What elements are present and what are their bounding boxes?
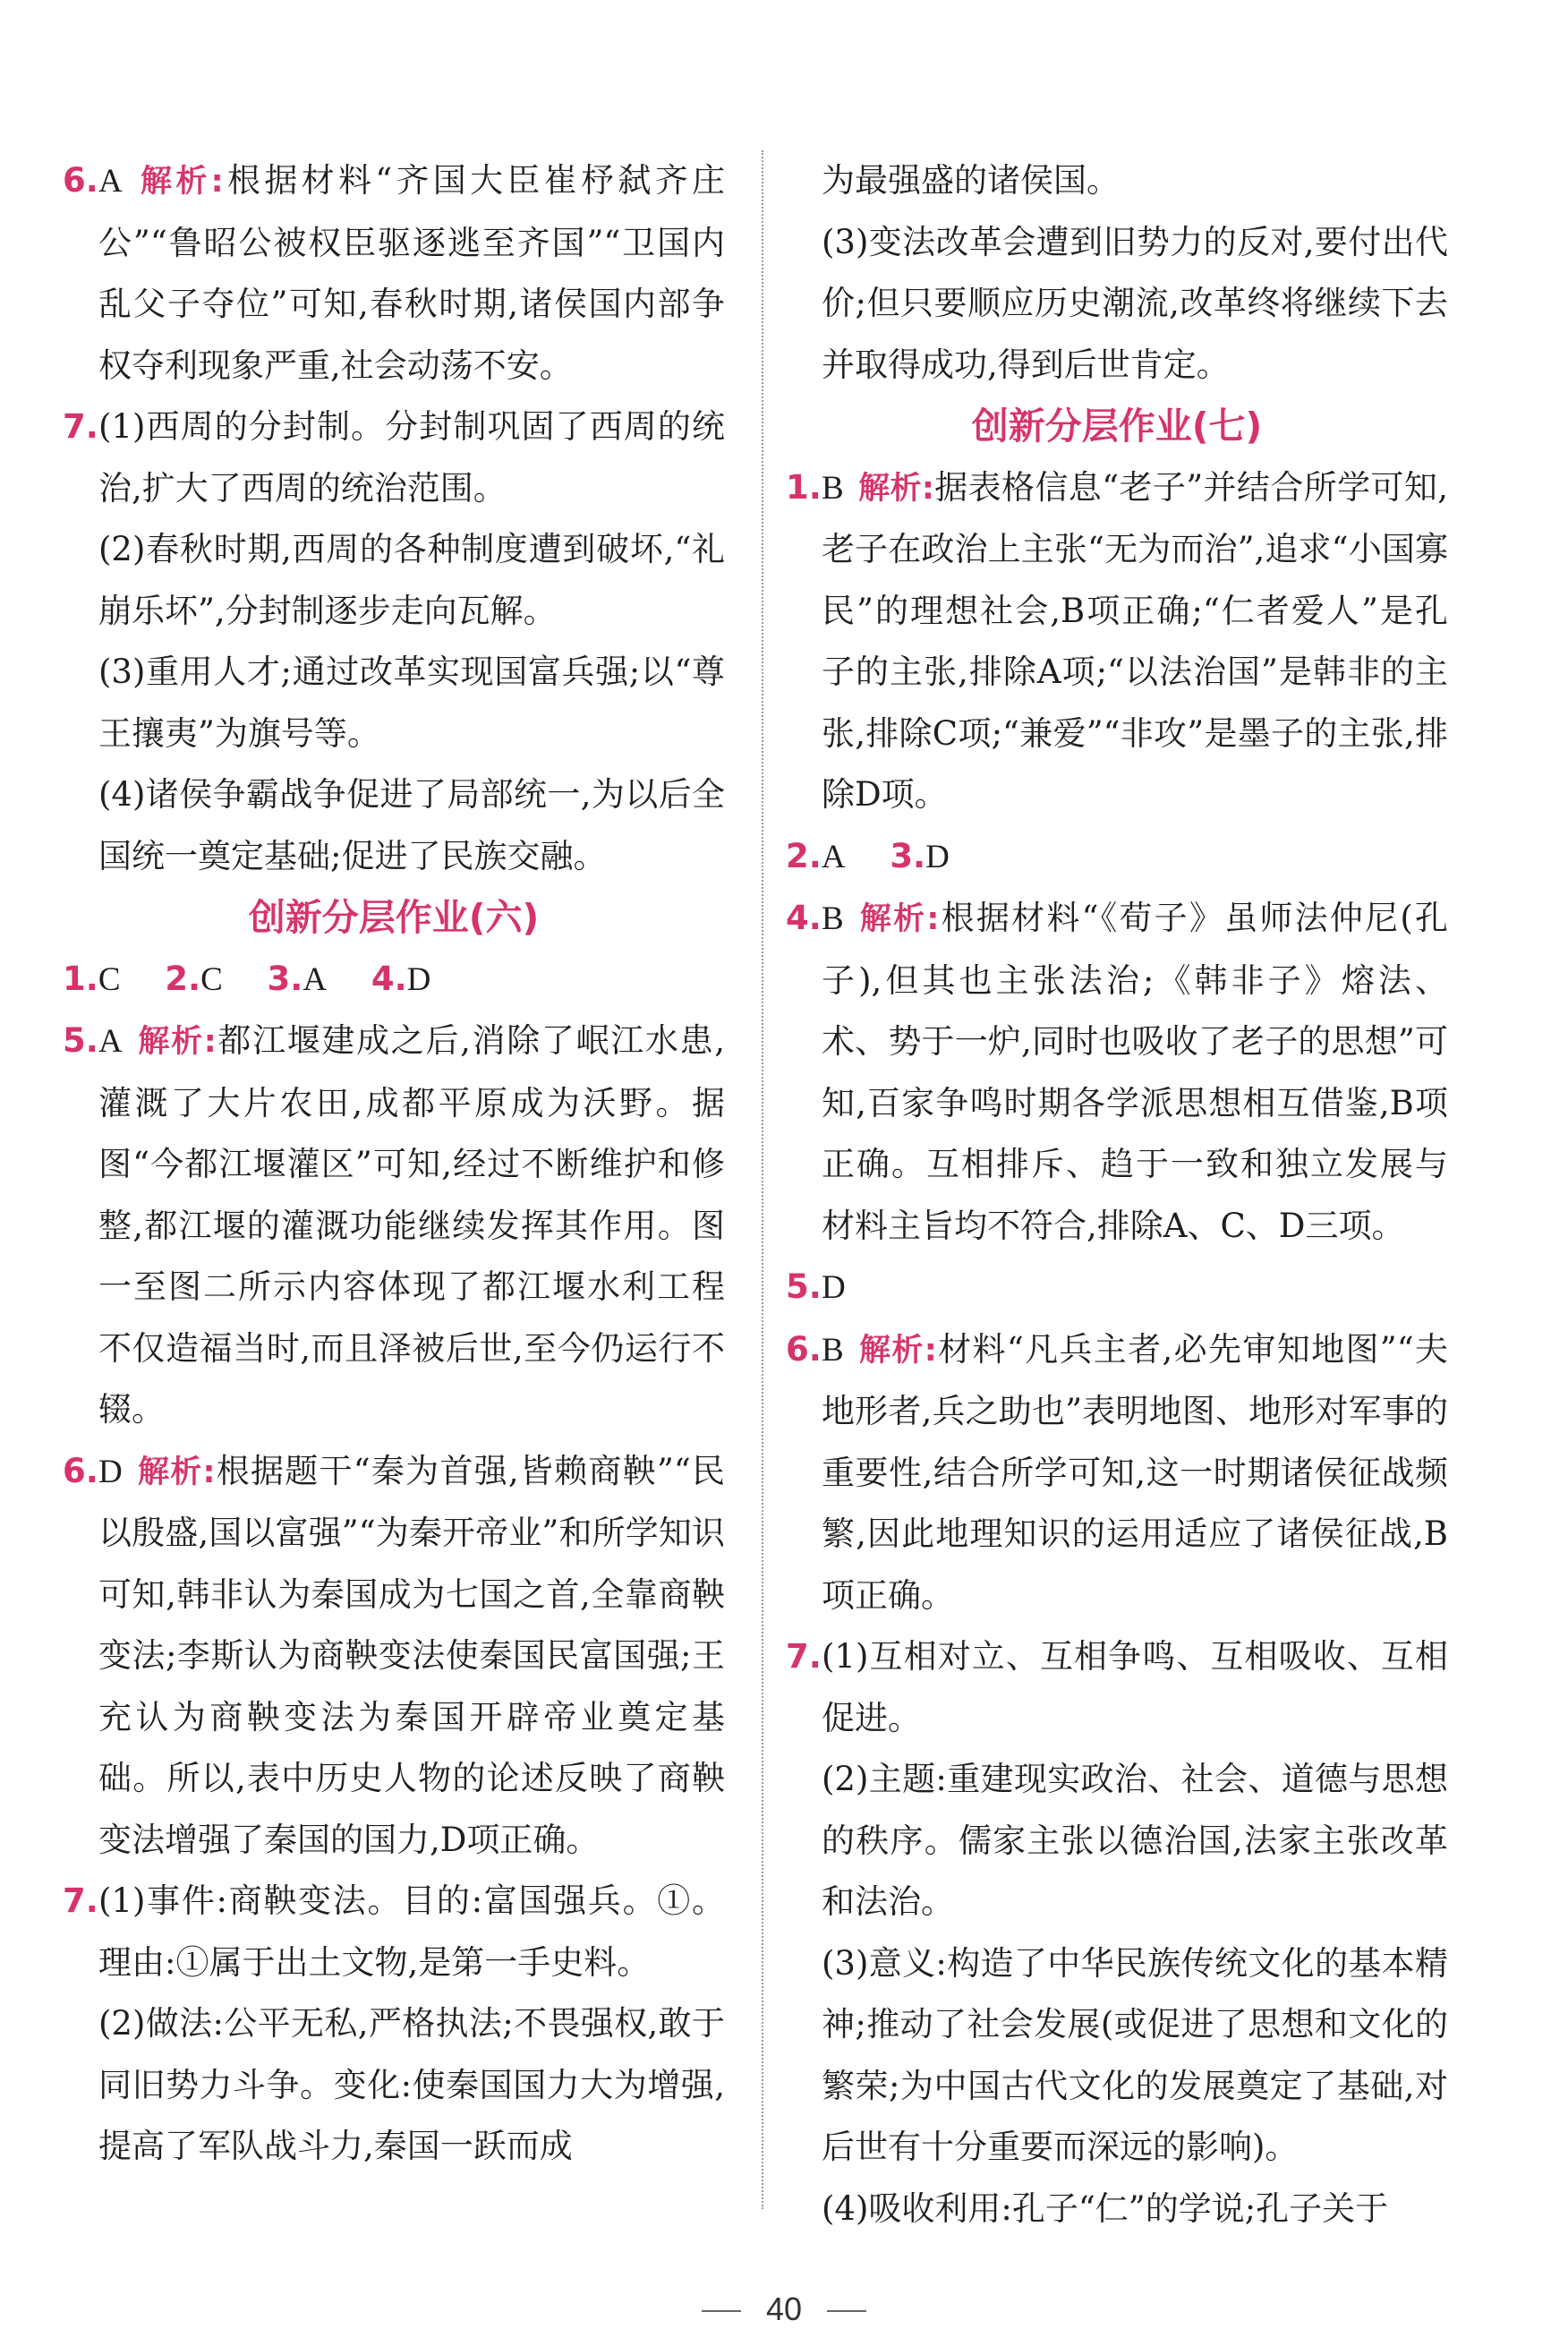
answer-choice: B [822,469,844,507]
answer-part: (2)春秋时期,西周的各种制度遭到破坏,“礼崩乐坏”,分封制逐步走向瓦解。 [98,530,725,630]
answer-continuation: 为最强盛的诸侯国。 (3)变法改革会遭到旧势力的反对,要付出代价;但只要顺应历史潮流,改革终将继续下去并取得成功,得到后世肯定。 [822,161,1448,384]
question-number: 6. [786,1329,822,1369]
multiple-choice-row [63,949,725,1011]
question-number: 6. [63,161,98,200]
answer-item [786,1319,1448,1627]
answer-choice: A [98,1023,123,1060]
analysis-text: 根据材料“《荀子》虽师法仲尼(孔子),但其也主张法治;《韩非子》熔法、术、势于一炉,同时也吸收了老子的思想”可知,百家争鸣时期各学派思想相互借鉴,B项正确。互相排斥、趋于一致和独立发展与材料主旨均不符合,排除A、C、D三项。 [822,899,1448,1245]
analysis-label: 解析: [857,1332,937,1369]
question-number: 7. [63,407,98,446]
page-number: 40 [765,2291,803,2327]
mc-answer: 2.C [165,959,223,998]
answer-choice: B [822,900,844,937]
answer-item [63,150,725,397]
answer-part: (4)诸侯争霸战争促进了局部统一,为以后全国统一奠定基础;促进了民族交融。 [98,775,725,875]
answer-part: (3)重用人才;通过改革实现国富兵强;以“尊王攘夷”为旗号等。 [98,653,725,753]
mc-answer: 1.C [63,959,121,998]
section-title: 创新分层作业(七) [971,405,1263,448]
analysis-label: 解析: [857,901,940,937]
answer-part: (3)意义:构造了中华民族传统文化的基本精神;推动了社会发展(或促进了思想和文化的繁荣;为中国古代文化的发展奠定了基础,对后世有十分重要而深远的影响)。 [822,1943,1448,2166]
answer-item [786,457,1448,826]
question-number: 4. [786,899,822,937]
answer-item [63,397,725,887]
answer-part: (4)吸收利用:孔子“仁”的学说;孔子关于 [822,2188,1389,2228]
answer-part: (2)做法:公平无私,严格执法;不畏强权,敢于同旧势力斗争。变化:使秦国国力大为增强,提高了军队战斗力,秦国一跃而成 [98,2004,725,2165]
analysis-text: 根据题干“秦为首强,皆赖商鞅”“民以殷盛,国以富强”“为秦开帝业”和所学知识可知,韩非认为秦国成为七国之首,全靠商鞅变法;李斯认为商鞅变法使秦国民富国强;王充认为商鞅变法为秦国开辟帝业奠定基础。所以,表中历史人物的论述反映了商鞅变法增强了秦国的国力,D项正确。 [98,1451,725,1859]
analysis-text: 都江堰建成之后,消除了岷江水患,灌溉了大片农田,成都平原成为沃野。据图“今都江堰灌区”可知,经过不断维护和修整,都江堰的灌溉功能继续发挥其作用。图一至图二所示内容体现了都江堰水利工程不仅造福当时,而且泽被后世,至今仍运行不辍。 [98,1021,725,1429]
column-divider [762,150,763,2209]
multiple-choice-row [786,826,1448,889]
answer-part: (1)互相对立、互相争鸣、互相吸收、互相促进。 [822,1637,1448,1737]
analysis-label: 解析: [857,470,934,507]
mc-answer: 3.A [267,959,328,998]
answer-item [63,1871,725,2178]
mc-answer: 3.D [890,836,950,875]
answer-part: (2)主题:重建现实政治、社会、道德与思想的秩序。儒家主张以德治国,法家主张改革和法治。 [822,1760,1448,1921]
answer-choice: B [822,1331,844,1369]
answer-item [786,888,1448,1257]
answer-choice: D [98,1453,123,1490]
answer-part: (1)西周的分封制。分封制巩固了西周的统治,扩大了西周的统治范围。 [98,407,725,508]
footer-dash-left [702,2310,741,2312]
question-number: 5. [63,1021,98,1060]
analysis-text: 根据材料“齐国大臣崔杼弑齐庄公”“鲁昭公被权臣驱逐逃至齐国”“卫国内乱父子夺位”可知,春秋时期,诸侯国内部争权夺利现象严重,社会动荡不安。 [98,161,726,385]
mc-answer: 4.D [371,959,431,998]
analysis-label: 解析: [136,1454,216,1490]
answer-choice: D [822,1269,846,1306]
answer-item [786,1626,1448,2239]
question-number: 5. [786,1267,822,1306]
answer-item [63,1011,725,1441]
section-title: 创新分层作业(六) [248,896,540,939]
question-number: 6. [63,1451,98,1490]
analysis-text: 据表格信息“老子”并结合所学可知,老子在政治上主张“无为而治”,追求“小国寡民”的理想社会,B项正确;“仁者爱人”是孔子的主张,排除A项;“以法治国”是韩非的主张,排除C项;“兼爱”“非攻”是墨子的主张,排除D项。 [822,467,1448,814]
answer-choice: A [98,163,123,200]
answer-part: (1)事件:商鞅变法。目的:富国强兵。①。理由:①属于出土文物,是第一手史料。 [98,1881,725,1982]
page-footer [0,2291,1568,2327]
footer-dash-right [827,2310,866,2312]
analysis-label: 解析: [136,1024,217,1060]
analysis-label: 解析: [136,164,224,200]
mc-answer: 2.A [786,836,846,875]
question-number: 7. [63,1881,98,1920]
answer-item [786,1257,1448,1319]
answer-item [63,1441,725,1872]
right-column [786,150,1448,2239]
question-number: 1. [786,467,822,507]
left-column [63,150,725,2178]
analysis-text: 材料“凡兵主者,必先审知地图”“夫地形者,兵之助也”表明地图、地形对军事的重要性,结合所学可知,这一时期诸侯征战频繁,因此地理知识的运用适应了诸侯征战,B项正确。 [822,1329,1448,1615]
question-number: 7. [786,1637,822,1676]
